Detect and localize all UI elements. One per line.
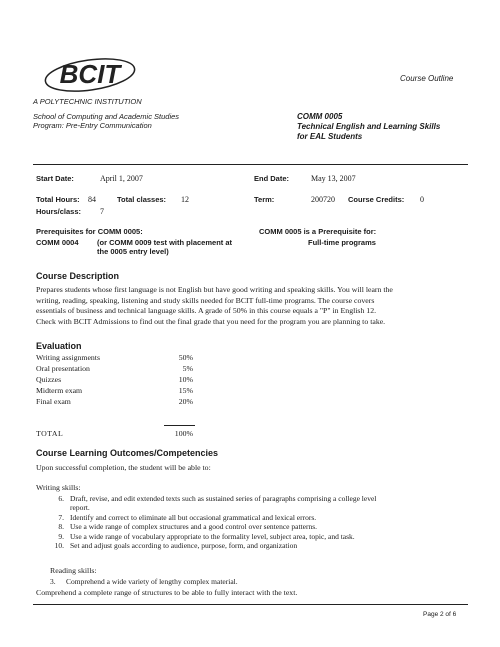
is-prereq-label: COMM 0005 is a Prerequisite for: (259, 227, 377, 236)
term: 200720 (311, 195, 335, 204)
total-classes-label: Total classes: (117, 195, 167, 204)
credits: 0 (420, 195, 424, 204)
logo-text: BCIT (59, 59, 121, 89)
list-text: Draft, revise, and edit extended texts such as sustained series of paragraphs comprising a college level (70, 494, 377, 503)
writing-skills-label: Writing skills: (36, 483, 81, 492)
list-num: 7. (58, 512, 64, 522)
eval-total-value: 100% (174, 429, 193, 438)
eval-item-name: Quizzes (36, 375, 62, 384)
credits-label: Course Credits: (348, 195, 405, 204)
reading-skills-list (50, 577, 480, 586)
outcomes-heading: Course Learning Outcomes/Competencies (36, 448, 219, 458)
reading-skills-label: Reading skills: (50, 566, 97, 575)
eval-item-name: Midterm exam (36, 386, 83, 395)
eval-item-value: 10% (178, 375, 193, 384)
term-label: Term: (254, 195, 275, 204)
eval-item-name: Oral presentation (36, 364, 90, 373)
hours-class: 7 (100, 207, 104, 216)
prereq-course: COMM 0004 (36, 238, 79, 247)
program-name: Program: Pre-Entry Communication (33, 121, 152, 130)
doc-type: Course Outline (400, 74, 454, 83)
list-item-continuation (50, 503, 480, 512)
school-name: School of Computing and Academic Studies (33, 112, 180, 121)
eval-item-value: 20% (178, 397, 193, 406)
list-item (50, 577, 480, 586)
outcomes-intro: Upon successful completion, the student will be able to: (36, 463, 211, 472)
end-date: May 13, 2007 (311, 174, 356, 183)
description-body (36, 285, 476, 327)
eval-total-label: TOTAL (36, 429, 64, 438)
reading-continuation: Comprehend a complete range of structures to be able to fully interact with the text. (36, 588, 298, 597)
header-divider (33, 164, 468, 165)
description-line: Prepares students whose first language is not English but have good writing and speaking skills. You will learn the (36, 285, 393, 294)
list-num: 3. (50, 577, 56, 586)
start-date: April 1, 2007 (100, 174, 143, 183)
description-line: essentials of business and technical language skills. A grade of 50% in this course equals a "P" in English 12. (36, 306, 377, 316)
list-item (50, 513, 480, 522)
list-item (50, 541, 480, 550)
bcit-logo (40, 55, 140, 100)
eval-item-name: Writing assignments (36, 353, 101, 362)
list-text: Set and adjust goals according to audience, purpose, form, and organization (70, 541, 298, 551)
list-num: 9. (58, 531, 64, 541)
total-hours: 84 (88, 195, 96, 204)
list-item (50, 494, 480, 503)
writing-skills-list (50, 494, 480, 550)
course-title-line2: for EAL Students (297, 132, 363, 141)
description-line: Check with BCIT Admissions to find out the final grade that you need for the program you are planning to take. (36, 316, 386, 326)
eval-item-value: 15% (178, 386, 193, 395)
course-code: COMM 0005 (297, 112, 343, 121)
footer-divider (33, 604, 468, 605)
eval-item-value: 5% (182, 364, 193, 373)
list-text: Comprehend a wide variety of lengthy complex material. (66, 577, 238, 586)
eval-item-value: 50% (178, 353, 193, 362)
list-num: 10. (54, 541, 64, 551)
list-text: Identify and correct to eliminate all but occasional grammatical and lexical errors. (70, 512, 317, 522)
page-number: Page 2 of 6 (423, 611, 457, 618)
total-classes: 12 (181, 195, 189, 204)
is-prereq-value: Full-time programs (308, 238, 376, 247)
list-num: 6. (58, 494, 64, 503)
description-heading: Course Description (36, 271, 120, 281)
evaluation-heading: Evaluation (36, 341, 82, 351)
list-item (50, 522, 480, 531)
list-item (50, 532, 480, 541)
prereq-note: (or COMM 0009 test with placement at (97, 238, 233, 247)
eval-item-name: Final exam (36, 397, 71, 406)
course-title: Technical English and Learning Skills (297, 122, 441, 131)
end-date-label: End Date: (254, 174, 290, 183)
list-text: Use a wide range of vocabulary appropriate to the formality level, subject area, topic, and task. (70, 531, 355, 541)
list-text: Use a wide range of complex structures and a good control over sentence patterns. (70, 522, 317, 532)
total-rule (164, 425, 195, 426)
list-text: report. (70, 503, 90, 513)
list-num: 8. (58, 522, 64, 532)
start-date-label: Start Date: (36, 174, 74, 183)
prereq-note-line2: the 0005 entry level) (97, 247, 169, 256)
total-hours-label: Total Hours: (36, 195, 80, 204)
hours-class-label: Hours/class: (36, 207, 82, 216)
description-line: writing, reading, speaking, listening and study skills needed for BCIT full-time programs. The course covers (36, 295, 375, 305)
prereq-label: Prerequisites for COMM 0005: (36, 227, 143, 236)
institution-tagline: A POLYTECHNIC INSTITUTION (33, 97, 142, 106)
